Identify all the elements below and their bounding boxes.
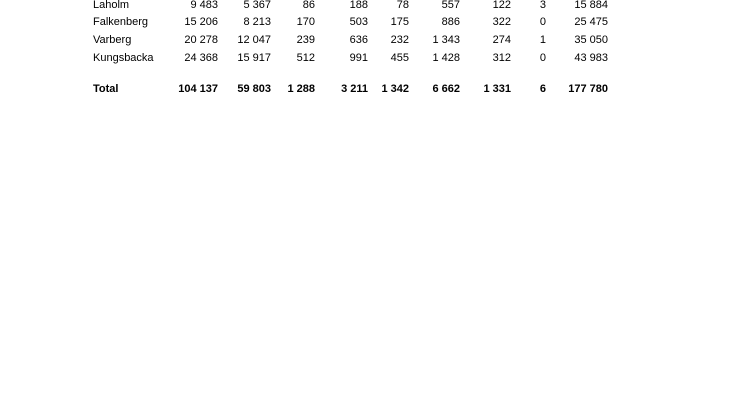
table-cell: 322 — [492, 16, 511, 28]
table-cell: 86 — [302, 0, 315, 11]
table-cell: 239 — [296, 34, 315, 46]
total-cell: 3 211 — [341, 83, 368, 95]
total-label: Total — [93, 83, 119, 95]
table-cell: 232 — [390, 34, 409, 46]
table-cell: 1 343 — [432, 34, 460, 46]
table-cell: 43 983 — [574, 52, 608, 64]
table-cell: 0 — [539, 52, 546, 64]
total-cell: 177 780 — [568, 83, 608, 95]
table-cell: 3 — [539, 0, 546, 11]
table-cell: 636 — [349, 34, 368, 46]
table-cell: 5 367 — [243, 0, 271, 11]
table-cell: 991 — [349, 52, 368, 64]
table-cell: 312 — [492, 52, 511, 64]
table-row — [0, 50, 746, 66]
table-cell: 122 — [492, 0, 511, 11]
row-label: Laholm — [93, 0, 130, 11]
table-cell: 557 — [441, 0, 460, 11]
table-cell: 188 — [349, 0, 368, 11]
table-cell: 455 — [390, 52, 409, 64]
table-cell: 35 050 — [574, 34, 608, 46]
table-cell: 20 278 — [184, 34, 218, 46]
table-cell: 1 — [539, 34, 546, 46]
table-cell: 175 — [390, 16, 409, 28]
row-label: Kungsbacka — [93, 52, 154, 64]
total-cell: 104 137 — [178, 83, 218, 95]
table-cell: 886 — [441, 16, 460, 28]
table-cell: 12 047 — [237, 34, 271, 46]
table-cell: 25 475 — [574, 16, 608, 28]
total-cell: 59 803 — [237, 83, 271, 95]
table-cell: 170 — [296, 16, 315, 28]
table-cell: 24 368 — [184, 52, 218, 64]
table-cell: 274 — [492, 34, 511, 46]
table-cell: 15 206 — [184, 16, 218, 28]
total-row — [0, 81, 746, 97]
table-row — [0, 0, 746, 13]
table-cell: 78 — [396, 0, 409, 11]
table-cell: 15 884 — [574, 0, 608, 11]
total-cell: 1 331 — [483, 83, 511, 95]
total-cell: 1 342 — [381, 83, 409, 95]
total-cell: 6 — [539, 83, 546, 95]
table-row — [0, 14, 746, 30]
row-label: Varberg — [93, 34, 132, 46]
table-cell: 15 917 — [237, 52, 271, 64]
table-cell: 8 213 — [243, 16, 271, 28]
table-cell: 503 — [349, 16, 368, 28]
table-cell: 512 — [296, 52, 315, 64]
table-cell: 9 483 — [190, 0, 218, 11]
table-cell: 1 428 — [432, 52, 460, 64]
row-label: Falkenberg — [93, 16, 149, 28]
total-cell: 1 288 — [287, 83, 315, 95]
table-row — [0, 32, 746, 48]
table-cell: 0 — [539, 16, 546, 28]
total-cell: 6 662 — [432, 83, 460, 95]
